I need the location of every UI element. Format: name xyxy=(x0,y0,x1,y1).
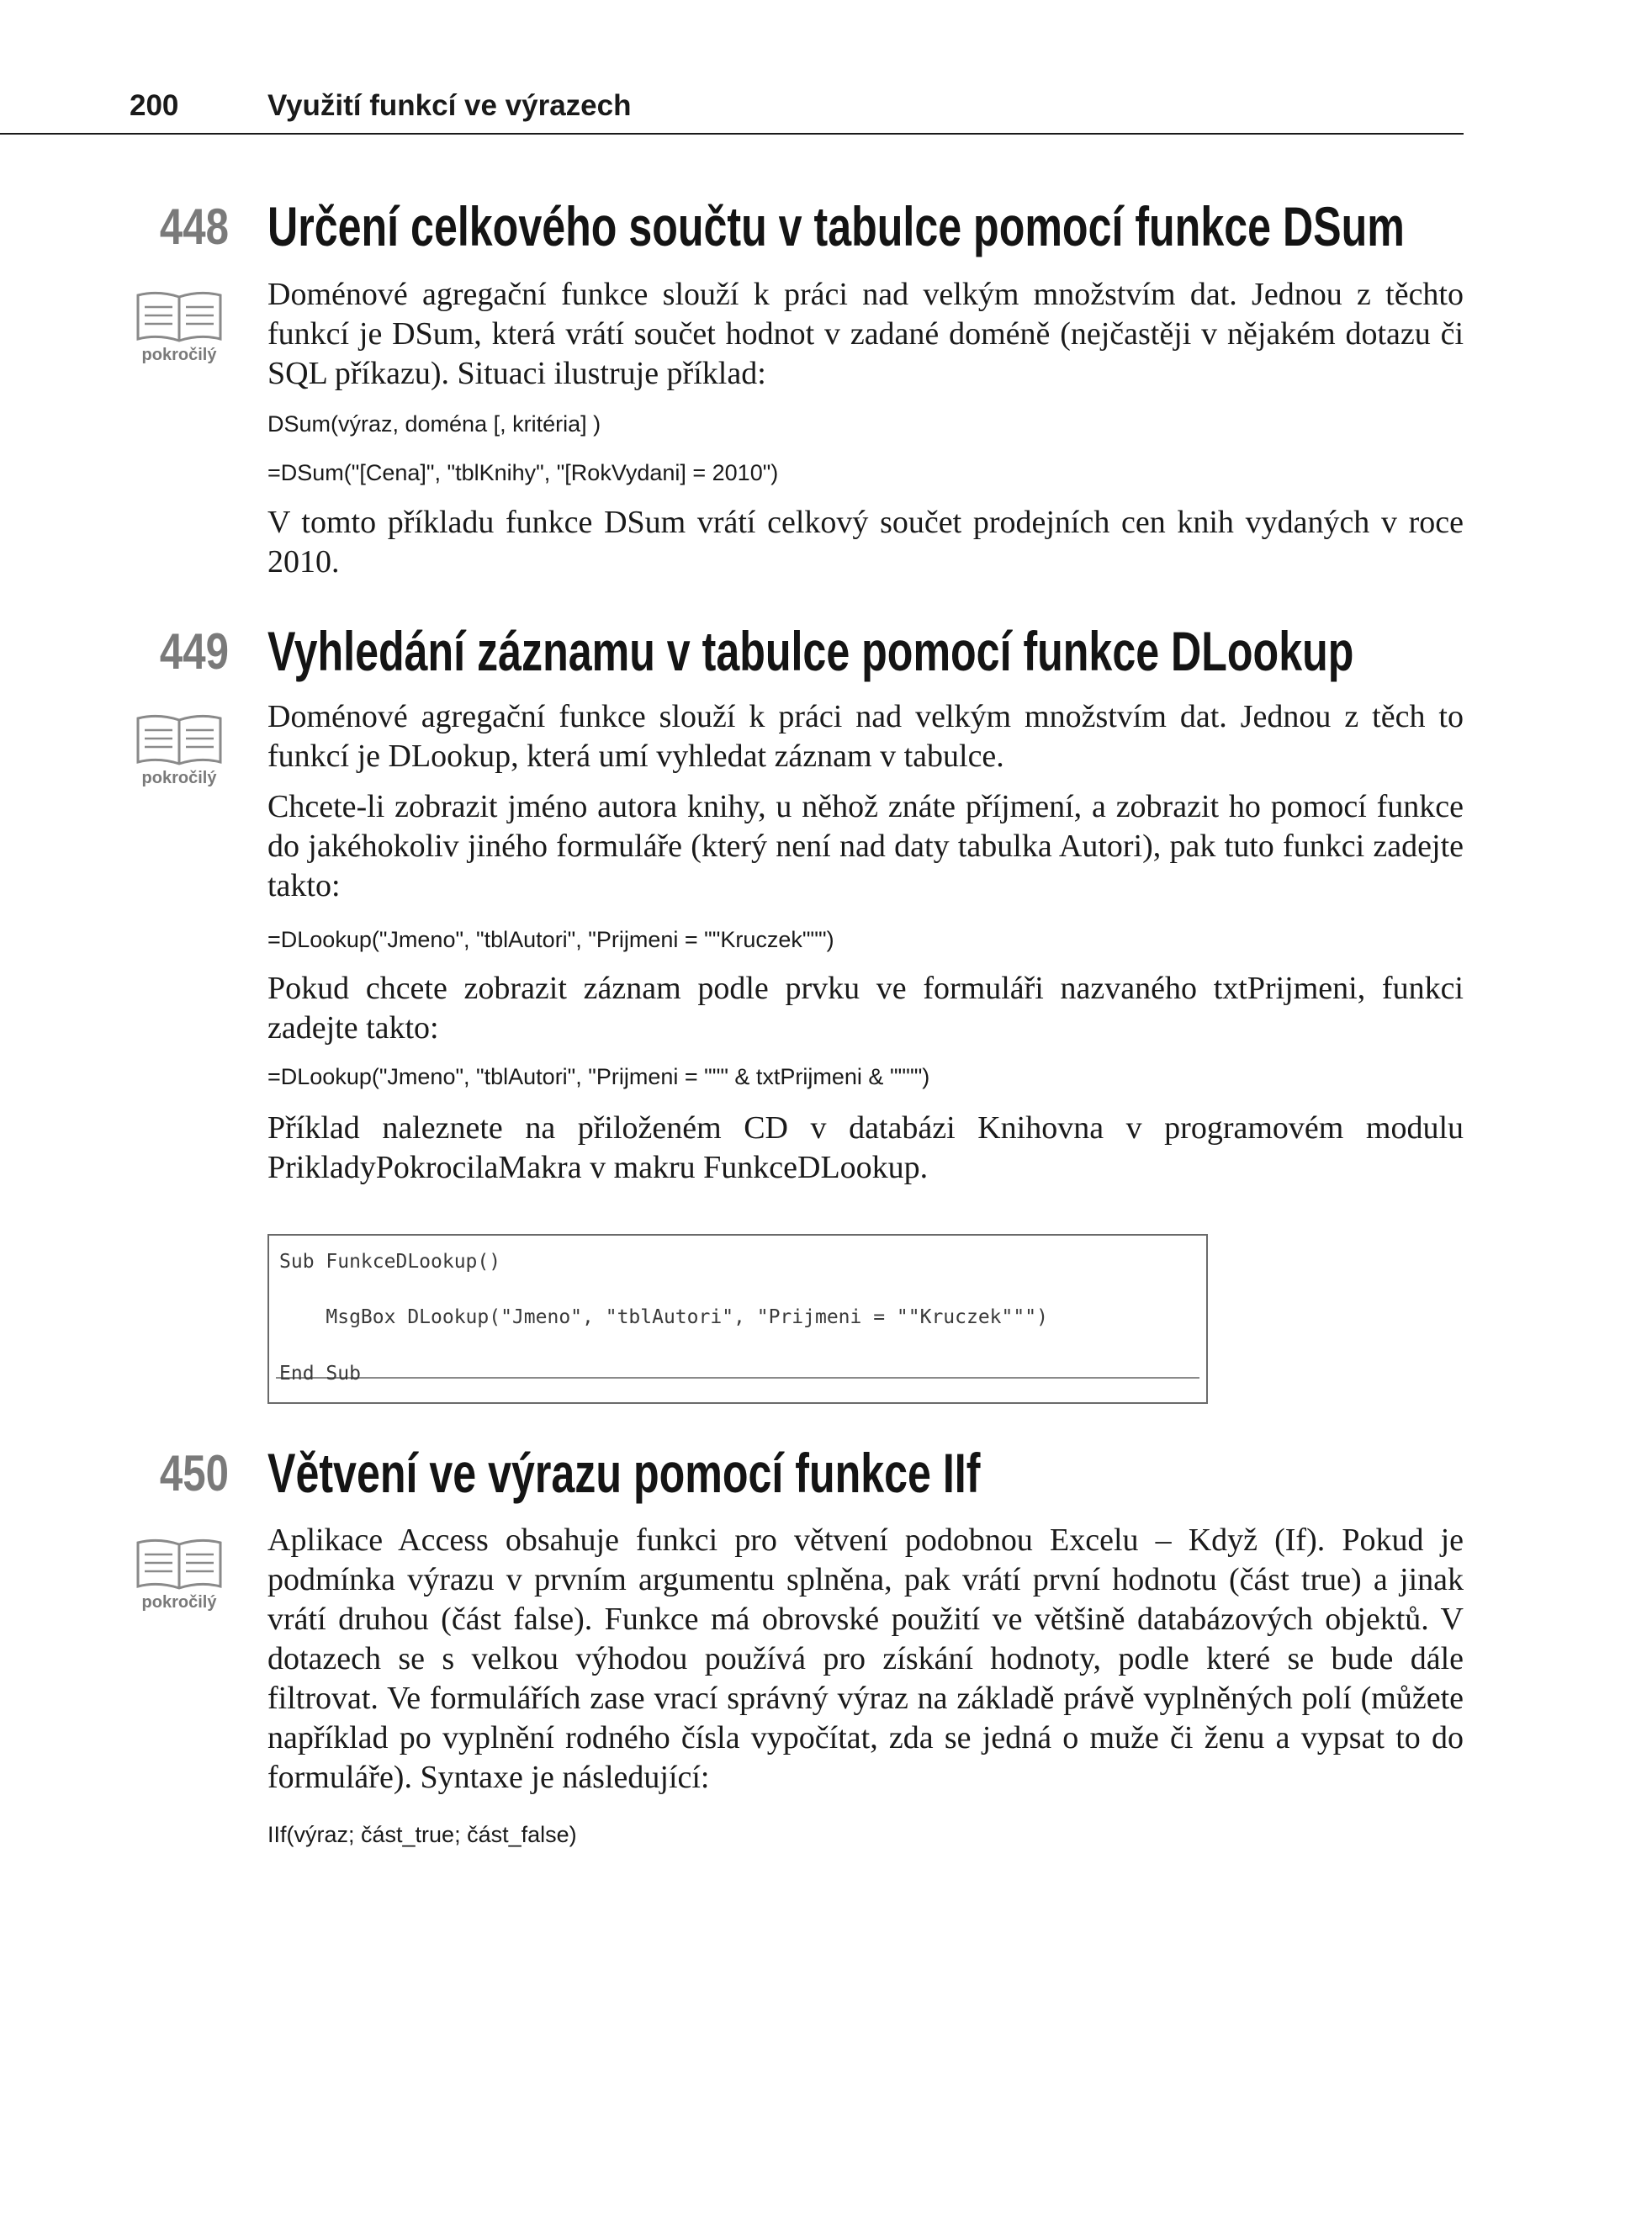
section-number: 450 xyxy=(159,1445,229,1501)
section-number: 448 xyxy=(159,199,229,255)
section-title: Větvení ve výrazu pomocí funkce IIf xyxy=(267,1442,981,1504)
paragraph: V tomto příkladu funkce DSum vrátí celkový součet prodejních cen knih vydaných v roce 2010. xyxy=(267,505,1464,580)
difficulty-badge xyxy=(135,1536,224,1612)
section-number: 449 xyxy=(159,623,229,680)
badge-label: pokročilý xyxy=(141,1593,217,1612)
paragraph: Chcete-li zobrazit jméno autora knihy, u něhož znáte příjmení, a zobrazit ho pomocí funkce do jakéhokoliv jiného formuláře (který není nad daty tabulka Autori), pak tuto funkci zadejte takto: xyxy=(267,789,1464,903)
difficulty-badge xyxy=(135,289,224,365)
book-icon xyxy=(135,289,224,344)
running-title: Využití funkcí ve výrazech xyxy=(267,89,632,122)
paragraph: Pokud chcete zobrazit záznam podle prvku ve formuláři nazvaného txtPrijmeni, funkci zadejte takto: xyxy=(267,971,1464,1046)
vba-code-screenshot xyxy=(267,1234,1208,1404)
example-line: =DLookup("Jmeno", "tblAutori", "Prijmeni = ""Kruczek""") xyxy=(267,927,834,952)
paragraph: Příklad naleznete na přiloženém CD v databázi Knihovna v programovém modulu PrikladyPokrocilaMakra v makru FunkceDLookup. xyxy=(267,1110,1464,1185)
page-header xyxy=(0,84,1464,135)
example-line: =DLookup("Jmeno", "tblAutori", "Prijmeni = """ & txtPrijmeni & """") xyxy=(267,1064,930,1089)
page-number: 200 xyxy=(130,89,179,122)
example-line: =DSum("[Cena]", "tblKnihy", "[RokVydani] = 2010") xyxy=(267,460,779,485)
badge-label: pokročilý xyxy=(141,346,217,364)
code-line: MsgBox DLookup("Jmeno", "tblAutori", "Prijmeni = ""Kruczek""") xyxy=(279,1306,1048,1328)
syntax-line: IIf(výraz; část_true; část_false) xyxy=(267,1822,577,1847)
syntax-line: DSum(výraz, doména [, kritéria] ) xyxy=(267,411,601,437)
code-line: Sub FunkceDLookup() xyxy=(279,1251,501,1273)
difficulty-badge xyxy=(135,712,224,788)
code-line: End Sub xyxy=(279,1363,361,1385)
section-title: Vyhledání záznamu v tabulce pomocí funkce DLookup xyxy=(267,620,1354,682)
paragraph: Doménové agregační funkce slouží k práci nad velkým množstvím dat. Jednou z těchto funkcí je DSum, která vrátí součet hodnot v zadané doméně (nejčastěji v nějakém dotazu či SQL příkazu). Situaci ilustruje příklad: xyxy=(267,277,1464,391)
paragraph: Doménové agregační funkce slouží k práci nad velkým množstvím dat. Jednou z těch to funkcí je DLookup, která umí vyhledat záznam v tabulce. xyxy=(267,699,1464,774)
badge-label: pokročilý xyxy=(141,769,217,787)
code-editor-area xyxy=(276,1242,1199,1385)
section-title: Určení celkového součtu v tabulce pomocí funkce DSum xyxy=(267,195,1405,257)
book-icon xyxy=(135,712,224,767)
paragraph: Aplikace Access obsahuje funkci pro větvení podobnou Excelu – Když (If). Pokud je podmínka výrazu v prvním argumentu splněna, pak vrátí první hodnotu (část true) a jinak vrátí druhou (část false). Funkce má obrovské použití ve většině databázových objektů. V dotazech se s velkou výhodou používá pro získání hodnoty, podle které se bude dále filtrovat. Ve formulářích zase vrací správný výraz na základě právě vyplněných polí (můžete například po vyplnění rodného čísla vypočítat, zda se jedná o muže či ženu a vypsat to do formuláře). Syntaxe je následující: xyxy=(267,1522,1464,1795)
book-icon xyxy=(135,1536,224,1591)
